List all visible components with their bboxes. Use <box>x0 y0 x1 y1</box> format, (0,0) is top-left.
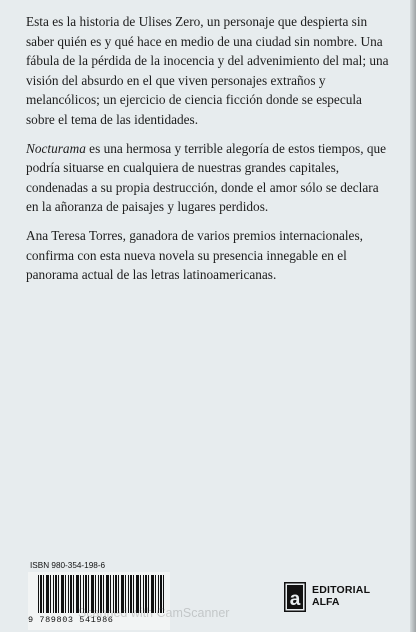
barcode-digits: 9 789803 541986 <box>28 615 114 625</box>
scanner-watermark: Scanned with CamScanner <box>78 606 230 620</box>
publisher-name-line1: EDITORIAL <box>312 584 371 596</box>
alfa-logo-icon <box>284 582 306 612</box>
blurb-paragraph-2-text: es una hermosa y terrible alegoría de estos tiempos, que podría situarse en cualquiera de nuestras grandes capitales, condenadas a su propia destrucción, donde el amor sólo se declara en la añoranza de paisajes y lugares perdidos. <box>26 140 387 215</box>
blurb-paragraph-1: Esta es la historia de Ulises Zero, un personaje que despierta sin saber quién es y qué hace en medio de una ciudad sin nombre. Una fábula de la pérdida de la inocencia y del advenimiento del mal; una visión del absurdo en el que viven personajes extraños y melancólicos; un ejercicio de ciencia ficción donde se especula sobre el tema de las identidades. <box>26 14 389 127</box>
svg-text:a: a <box>289 589 301 610</box>
back-cover-blurb <box>26 12 394 294</box>
isbn-label: ISBN 980-354-198-6 <box>30 561 106 570</box>
publisher-logo <box>284 581 394 621</box>
book-title-italic: Nocturama <box>26 140 86 156</box>
blurb-paragraph-3: Ana Teresa Torres, ganadora de varios premios internacionales, confirma con esta nueva novela su presencia innegable en el panorama actual de las letras latinoamericanas. <box>26 227 363 283</box>
publisher-name <box>312 584 370 608</box>
blurb-paragraph-2 <box>26 139 394 217</box>
publisher-name-line2: ALFA <box>312 596 340 608</box>
